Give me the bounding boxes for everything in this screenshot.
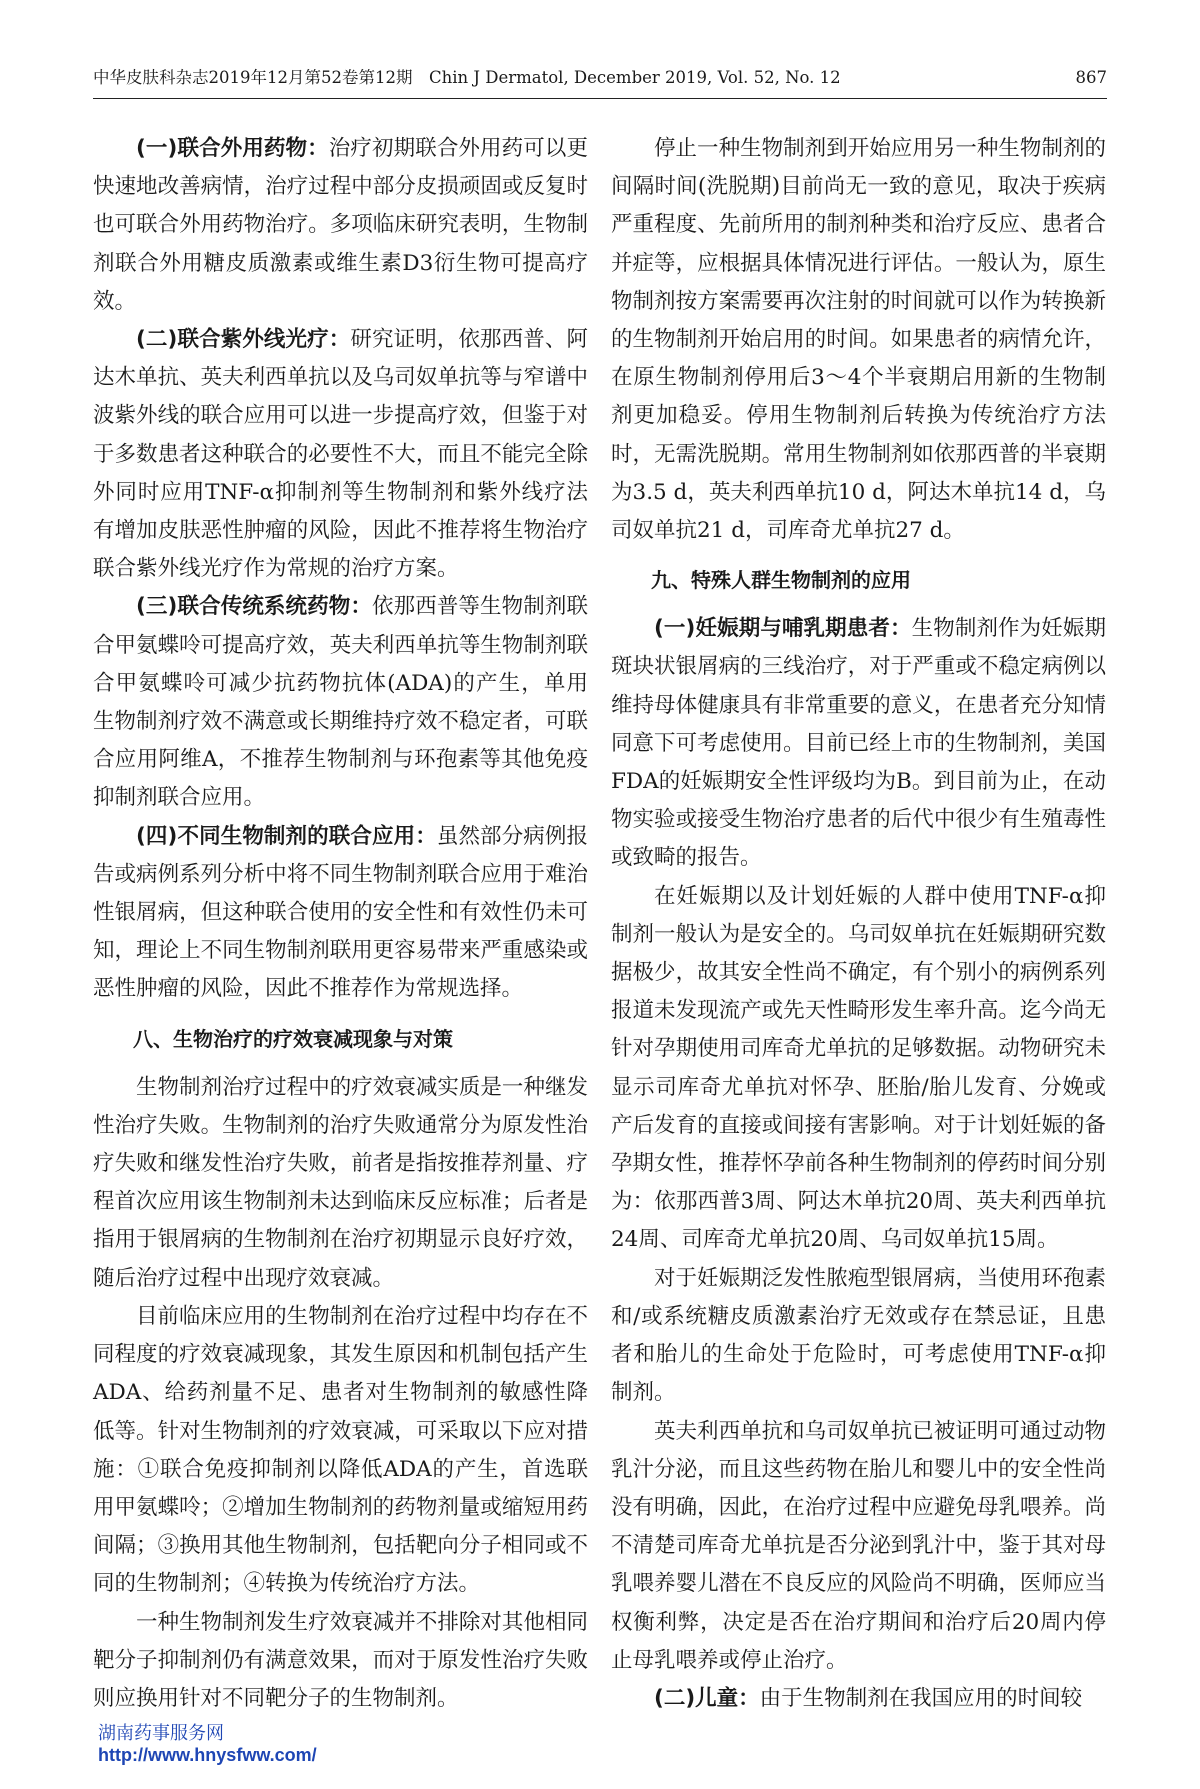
paragraph-heading: (二)联合紫外线光疗： (136, 327, 351, 353)
paragraph-text: 研究证明，依那西普、阿达木单抗、英夫利西单抗以及乌司奴单抗等与窄谱中波紫外线的联合应用可以进一步提高疗效，但鉴于对于多数患者这种联合的必要性不大，而且不能完全除外同时应用TNF-α抑制剂等生物制剂和紫外线疗法有增加皮肤恶性肿瘤的风险，因此不推荐将生物治疗联合紫外线光疗作为常规的治疗方案。 (93, 327, 588, 582)
paragraph (93, 130, 588, 321)
paragraph (93, 588, 588, 817)
site-name: 湖南药事服务网 (98, 1723, 224, 1743)
paragraph (611, 1680, 1106, 1718)
paragraph-heading: (四)不同生物制剂的联合应用： (136, 823, 437, 849)
site-url: http://www.hnysfww.com/ (98, 1745, 317, 1765)
paragraph-heading: (一)联合外用药物： (136, 136, 329, 161)
right-column (611, 130, 1106, 1718)
paragraph: 在妊娠期以及计划妊娠的人群中使用TNF-α抑制剂一般认为是安全的。乌司奴单抗在妊娠期研究数据极少，故其安全性尚不确定，有个别小的病例系列报道未发现流产或先天性畸形发生率升高。迄今尚无针对孕期使用司库奇尤单抗的足够数据。动物研究未显示司库奇尤单抗对怀孕、胚胎/胎儿发育、分娩或产后发育的直接或间接有害影响。对于计划妊娠的备孕期女性，推荐怀孕前各种生物制剂的停药时间分别为：依那西普3周、阿达木单抗20周、英夫利西单抗24周、司库奇尤单抗20周、乌司奴单抗15周。 (611, 883, 1106, 1253)
paragraph-text: 由于生物制剂在我国应用的时间较 (759, 1685, 1083, 1711)
section-heading: 八、生物治疗的疗效衰减现象与对策 (133, 1026, 453, 1051)
paragraph: 英夫利西单抗和乌司奴单抗已被证明可通过动物乳汁分泌，而且这些药物在胎儿和婴儿中的安全性尚没有明确，因此，在治疗过程中应避免母乳喂养。尚不清楚司库奇尤单抗是否分泌到乳汁中，鉴于其对母乳喂养婴儿潜在不良反应的风险尚不明确，医师应当权衡利弊，决定是否在治疗期间和治疗后20周内停止母乳喂养或停止治疗。 (611, 1418, 1106, 1673)
paragraph-text: 依那西普等生物制剂联合甲氨蝶呤可提高疗效，英夫利西单抗等生物制剂联合甲氨蝶呤可减少抗药物抗体(ADA)的产生，单用生物制剂疗效不满意或长期维持疗效不稳定者，可联合应用阿维A，不推荐生物制剂与环孢素等其他免疫抑制剂联合应用。 (93, 594, 588, 811)
running-header (93, 58, 1107, 99)
journal-citation: 中华皮肤科杂志2019年12月第52卷第12期 Chin J Dermatol, December 2019, Vol. 52, No. 12 (93, 68, 841, 87)
paragraph-text: 虽然部分病例报告或病例系列分析中将不同生物制剂联合应用于难治性银屑病，但这种联合使用的安全性和有效性仍未可知，理论上不同生物制剂联用更容易带来严重感染或恶性肿瘤的风险，因此不推荐作为常规选择。 (93, 823, 588, 1002)
paragraph-text: 治疗初期联合外用药可以更快速地改善病情，治疗过程中部分皮损顽固或反复时也可联合外用药物治疗。多项临床研究表明，生物制剂联合外用糖皮质激素或维生素D3衍生物可提高疗效。 (93, 136, 588, 314)
paragraph: 一种生物制剂发生疗效衰减并不排除对其他相同靶分子抑制剂仍有满意效果，而对于原发性治疗失败则应换用针对不同靶分子的生物制剂。 (93, 1609, 588, 1711)
paragraph-heading: (三)联合传统系统药物： (136, 594, 372, 620)
paragraph: 生物制剂治疗过程中的疗效衰减实质是一种继发性治疗失败。生物制剂的治疗失败通常分为原发性治疗失败和继发性治疗失败，前者是指按推荐剂量、疗程首次应用该生物制剂未达到临床反应标准；后者是指用于银屑病的生物制剂在治疗初期显示良好疗效，随后治疗过程中出现疗效衰减。 (93, 1074, 588, 1291)
paragraph: 对于妊娠期泛发性脓疱型银屑病，当使用环孢素和/或系统糖皮质激素治疗无效或存在禁忌证，且患者和胎儿的生命处于危险时，可考虑使用TNF-α抑制剂。 (611, 1265, 1106, 1406)
paragraph-heading: (一)妊娠期与哺乳期患者： (654, 616, 912, 642)
left-column (93, 130, 588, 1718)
watermark-footer (98, 1722, 317, 1766)
page-number: 867 (1075, 68, 1107, 87)
paragraph (93, 818, 588, 1009)
paragraph-heading: (二)儿童： (654, 1685, 760, 1711)
paragraph (93, 321, 588, 588)
section-heading: 九、特殊人群生物制剂的应用 (651, 568, 911, 593)
paragraph: 目前临床应用的生物制剂在治疗过程中均存在不同程度的疗效衰减现象，其发生原因和机制包括产生ADA、给药剂量不足、患者对生物制剂的敏感性降低等。针对生物制剂的疗效衰减，可采取以下应对措施：①联合免疫抑制剂以降低ADA的产生，首选联用甲氨蝶呤；②增加生物制剂的药物剂量或缩短用药间隔；③换用其他生物制剂，包括靶向分子相同或不同的生物制剂；④转换为传统治疗方法。 (93, 1303, 588, 1597)
paragraph-text: 生物制剂作为妊娠期斑块状银屑病的三线治疗，对于严重或不稳定病例以维持母体健康具有非常重要的意义，在患者充分知情同意下可考虑使用。目前已经上市的生物制剂，美国FDA的妊娠期安全性评级均为B。到目前为止，在动物实验或接受生物治疗患者的后代中很少有生殖毒性或致畸的报告。 (611, 616, 1106, 871)
paragraph: 停止一种生物制剂到开始应用另一种生物制剂的间隔时间(洗脱期)目前尚无一致的意见，取决于疾病严重程度、先前所用的制剂种类和治疗反应、患者合并症等，应根据具体情况进行评估。一般认为，原生物制剂按方案需要再次注射的时间就可以作为转换新的生物制剂开始启用的时间。如果患者的病情允许，在原生物制剂停用后3～4个半衰期启用新的生物制剂更加稳妥。停用生物制剂后转换为传统治疗方法时，无需洗脱期。常用生物制剂如依那西普的半衰期为3.5 d，英夫利西单抗10 d，阿达木单抗14 d，乌司奴单抗21 d，司库奇尤单抗27 d。 (611, 136, 1106, 544)
paragraph (611, 610, 1106, 877)
